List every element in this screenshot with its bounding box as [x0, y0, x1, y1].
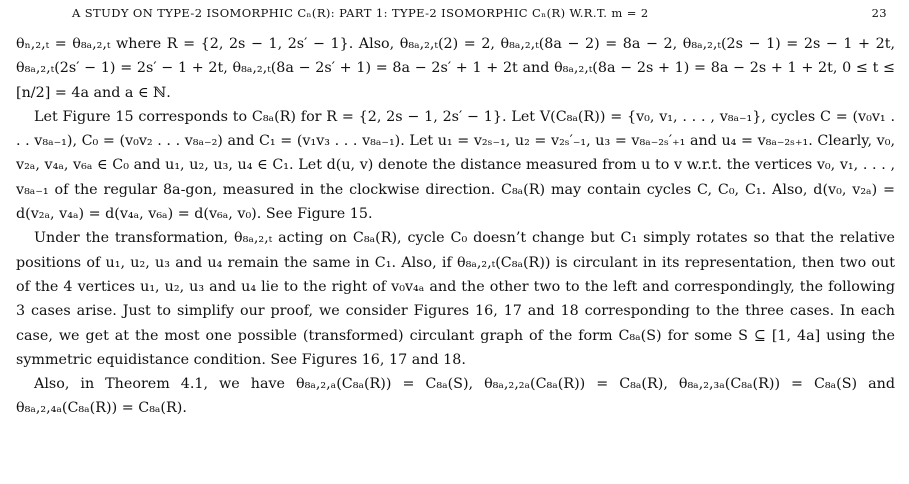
paragraph-3: Under the transformation, θ₈ₐ,₂,ₜ acting on C₈ₐ(R), cycle C₀ doesn’t change but C₁ simply rotates so that the relative positions of u₁, u₂, u₃ and u₄ remain the same in C₁. Also, if θ₈ₐ,₂,ₜ(C₈ₐ(R)) is circulant in its representation, then two out of the 4 vertices u₁, u₂, u₃ and u₄ lie to the right of v₀v₄ₐ and the other two to the left and correspondingly, the following 3 cases arise. Just to simplify our proof, we consider Figures 16, 17 and 18 corresponding to the three cases. In each case, we get at the most one possible (transformed) circulant graph of the form C₈ₐ(S) for some S ⊆ [1, 4a] using the symmetric equidistance condition. See Figures 16, 17 and 18.	[16, 230, 895, 368]
running-header	[16, 6, 895, 20]
paragraph-1: θₙ,₂,ₜ = θ₈ₐ,₂,ₜ where R = {2, 2s − 1, 2s′ − 1}. Also, θ₈ₐ,₂,ₜ(2) = 2, θ₈ₐ,₂,ₜ(8a − 2) = 8a − 2, θ₈ₐ,₂,ₜ(2s − 1) = 2s − 1 + 2t, θ₈ₐ,₂,ₜ(2s′ − 1) = 2s′ − 1 + 2t, θ₈ₐ,₂,ₜ(8a − 2s′ + 1) = 8a − 2s′ + 1 + 2t and θ₈ₐ,₂,ₜ(8a − 2s + 1) = 8a − 2s + 1 + 2t, 0 ≤ t ≤ [n/2] = 4a and a ∈ ℕ.	[16, 36, 895, 101]
header-title: A STUDY ON TYPE-2 ISOMORPHIC Cₙ(R): PART 1: TYPE-2 ISOMORPHIC Cₙ(R) W.R.T. m = 2	[72, 6, 649, 20]
paragraph-2: Let Figure 15 corresponds to C₈ₐ(R) for R = {2, 2s − 1, 2s′ − 1}. Let V(C₈ₐ(R)) = {v₀, v₁, . . . , v₈ₐ₋₁}, cycles C = (v₀v₁ . . . v₈ₐ₋₁), C₀ = (v₀v₂ . . . v₈ₐ₋₂) and C₁ = (v₁v₃ . . . v₈ₐ₋₁). Let u₁ = v₂ₛ₋₁, u₂ = v₂ₛ′₋₁, u₃ = v₈ₐ₋₂ₛ′₊₁ and u₄ = v₈ₐ₋₂ₛ₊₁. Clearly, v₀, v₂ₐ, v₄ₐ, v₆ₐ ∈ C₀ and u₁, u₂, u₃, u₄ ∈ C₁. Let d(u, v) denote the distance measured from u to v w.r.t. the vertices v₀, v₁, . . . , v₈ₐ₋₁ of the regular 8a-gon, measured in the clockwise direction. C₈ₐ(R) may contain cycles C, C₀, C₁. Also, d(v₀, v₂ₐ) = d(v₂ₐ, v₄ₐ) = d(v₄ₐ, v₆ₐ) = d(v₆ₐ, v₀). See Figure 15.	[16, 108, 895, 223]
paragraph-4: Also, in Theorem 4.1, we have θ₈ₐ,₂,ₐ(C₈ₐ(R)) = C₈ₐ(S), θ₈ₐ,₂,₂ₐ(C₈ₐ(R)) = C₈ₐ(R), θ₈ₐ,₂,₃ₐ(C₈ₐ(R)) = C₈ₐ(S) and θ₈ₐ,₂,₄ₐ(C₈ₐ(R)) = C₈ₐ(R).	[16, 376, 895, 417]
page-number: 23	[871, 6, 887, 20]
